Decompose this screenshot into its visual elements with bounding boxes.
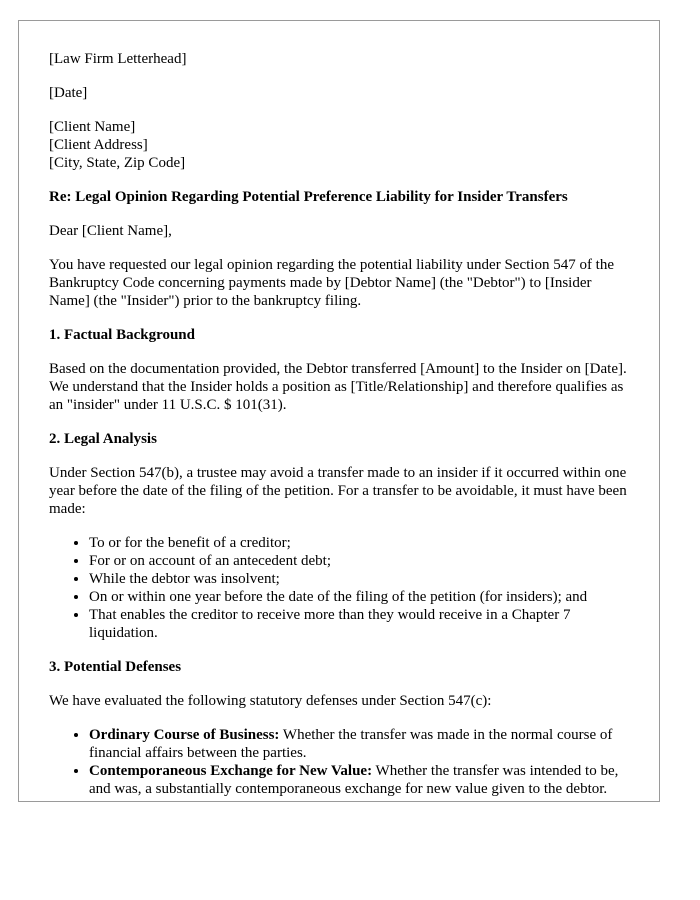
letterhead: [Law Firm Letterhead]: [49, 51, 187, 67]
section-heading-legal: 2. Legal Analysis: [49, 431, 157, 447]
letter-body: [49, 50, 635, 802]
defenses-list: [49, 726, 635, 798]
legal-paragraph: Under Section 547(b), a trustee may avoid a transfer made to an insider if it occurred within one year before the date of the filing of the petition. For a transfer to be avoidable, it must have been made:: [49, 465, 627, 517]
letter-date: [Date]: [49, 85, 88, 101]
list-item: [89, 726, 635, 762]
salutation: Dear [Client Name],: [49, 223, 172, 239]
client-address: [Client Address]: [49, 137, 148, 153]
defenses-paragraph: We have evaluated the following statutory defenses under Section 547(c):: [49, 693, 492, 709]
defense-title: Contemporaneous Exchange for New Value:: [89, 763, 373, 779]
factual-paragraph: Based on the documentation provided, the Debtor transferred [Amount] to the Insider on [Date]. We understand that the Insider holds a position as [Title/Relationship] and therefore qualifies as an "insider" under 11 U.S.C. $ 101(31).: [49, 361, 627, 413]
list-item: • That enables the creditor to receive more than they would receive in a Chapter 7 liquidation.: [89, 606, 635, 642]
section-heading-defenses: 3. Potential Defenses: [49, 659, 182, 675]
defense-text: Whether the transfer was made in the normal course of financial affairs between the parties.: [89, 727, 613, 761]
defense-text: Whether the transfer was intended to be, and was, a substantially contemporaneous exchange for new value given to the debtor.: [89, 763, 619, 797]
intro-paragraph: You have requested our legal opinion regarding the potential liability under Section 547 of the Bankruptcy Code concerning payments made by [Debtor Name] (the "Debtor") to [Insider Name] (the "Insider") prior to the bankruptcy filing.: [49, 257, 615, 309]
list-item: • For or on account of an antecedent debt;: [89, 552, 635, 570]
subject-line: Re: Legal Opinion Regarding Potential Preference Liability for Insider Transfers: [49, 189, 568, 205]
list-item: • While the debtor was insolvent;: [89, 570, 635, 588]
list-item: • On or within one year before the date of the filing of the petition (for insiders); and: [89, 588, 635, 606]
legal-elements-list: [49, 534, 635, 642]
client-address-block: [49, 118, 635, 172]
list-item: [89, 762, 635, 798]
client-city-state-zip: [City, State, Zip Code]: [49, 155, 186, 171]
letter-page: [18, 20, 660, 802]
section-heading-factual: 1. Factual Background: [49, 327, 195, 343]
defense-title: Ordinary Course of Business:: [89, 727, 280, 743]
list-item: • To or for the benefit of a creditor;: [89, 534, 635, 552]
client-name: [Client Name]: [49, 119, 136, 135]
